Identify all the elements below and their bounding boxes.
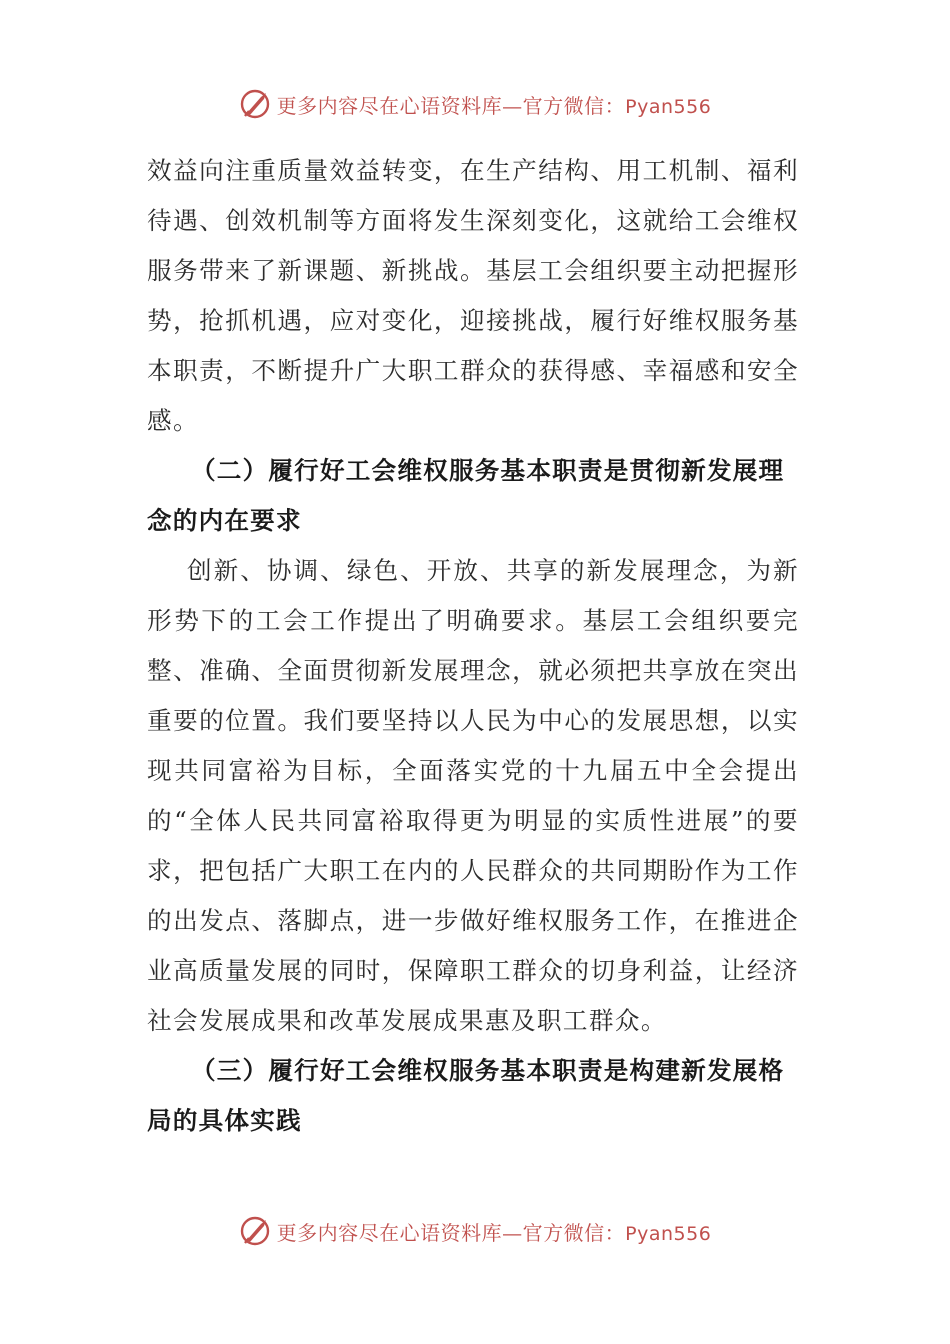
section-heading-2: （二）履行好工会维权服务基本职责是贯彻新发展理念的内在要求: [147, 456, 785, 535]
paragraph-continued: 效益向注重质量效益转变，在生产结构、用工机制、福利待遇、创效机制等方面将发生深刻变化，这就给工会维权服务带来了新课题、新挑战。基层工会组织要主动把握形势，抢抓机遇，应对变化，迎接挑战，履行好维权服务基本职责，不断提升广大职工群众的获得感、幸福感和安全感。: [147, 156, 799, 435]
footer-text: 更多内容尽在心语资料库—官方微信：Pyan556: [276, 1220, 712, 1245]
pen-nib-circle-icon: [239, 87, 273, 121]
footer-banner: [0, 1211, 950, 1251]
paragraph-section-2: 创新、协调、绿色、开放、共享的新发展理念，为新形势下的工会工作提出了明确要求。基层工会组织要完整、准确、全面贯彻新发展理念，就必须把共享放在突出重要的位置。我们要坚持以人民为中心的发展思想，以实现共同富裕为目标，全面落实党的十九届五中全会提出的“全体人民共同富裕取得更为明显的实质性进展”的要求，把包括广大职工在内的人民群众的共同期盼作为工作的出发点、落脚点，进一步做好维权服务工作，在推进企业高质量发展的同时，保障职工群众的切身利益，让经济社会发展成果和改革发展成果惠及职工群众。: [147, 556, 799, 1035]
header-banner: [0, 84, 950, 124]
header-text: 更多内容尽在心语资料库—官方微信：Pyan556: [276, 93, 712, 118]
section-heading-3: （三）履行好工会维权服务基本职责是构建新发展格局的具体实践: [147, 1056, 785, 1135]
pen-nib-circle-icon: [239, 1214, 273, 1248]
document-body: [147, 146, 799, 1146]
